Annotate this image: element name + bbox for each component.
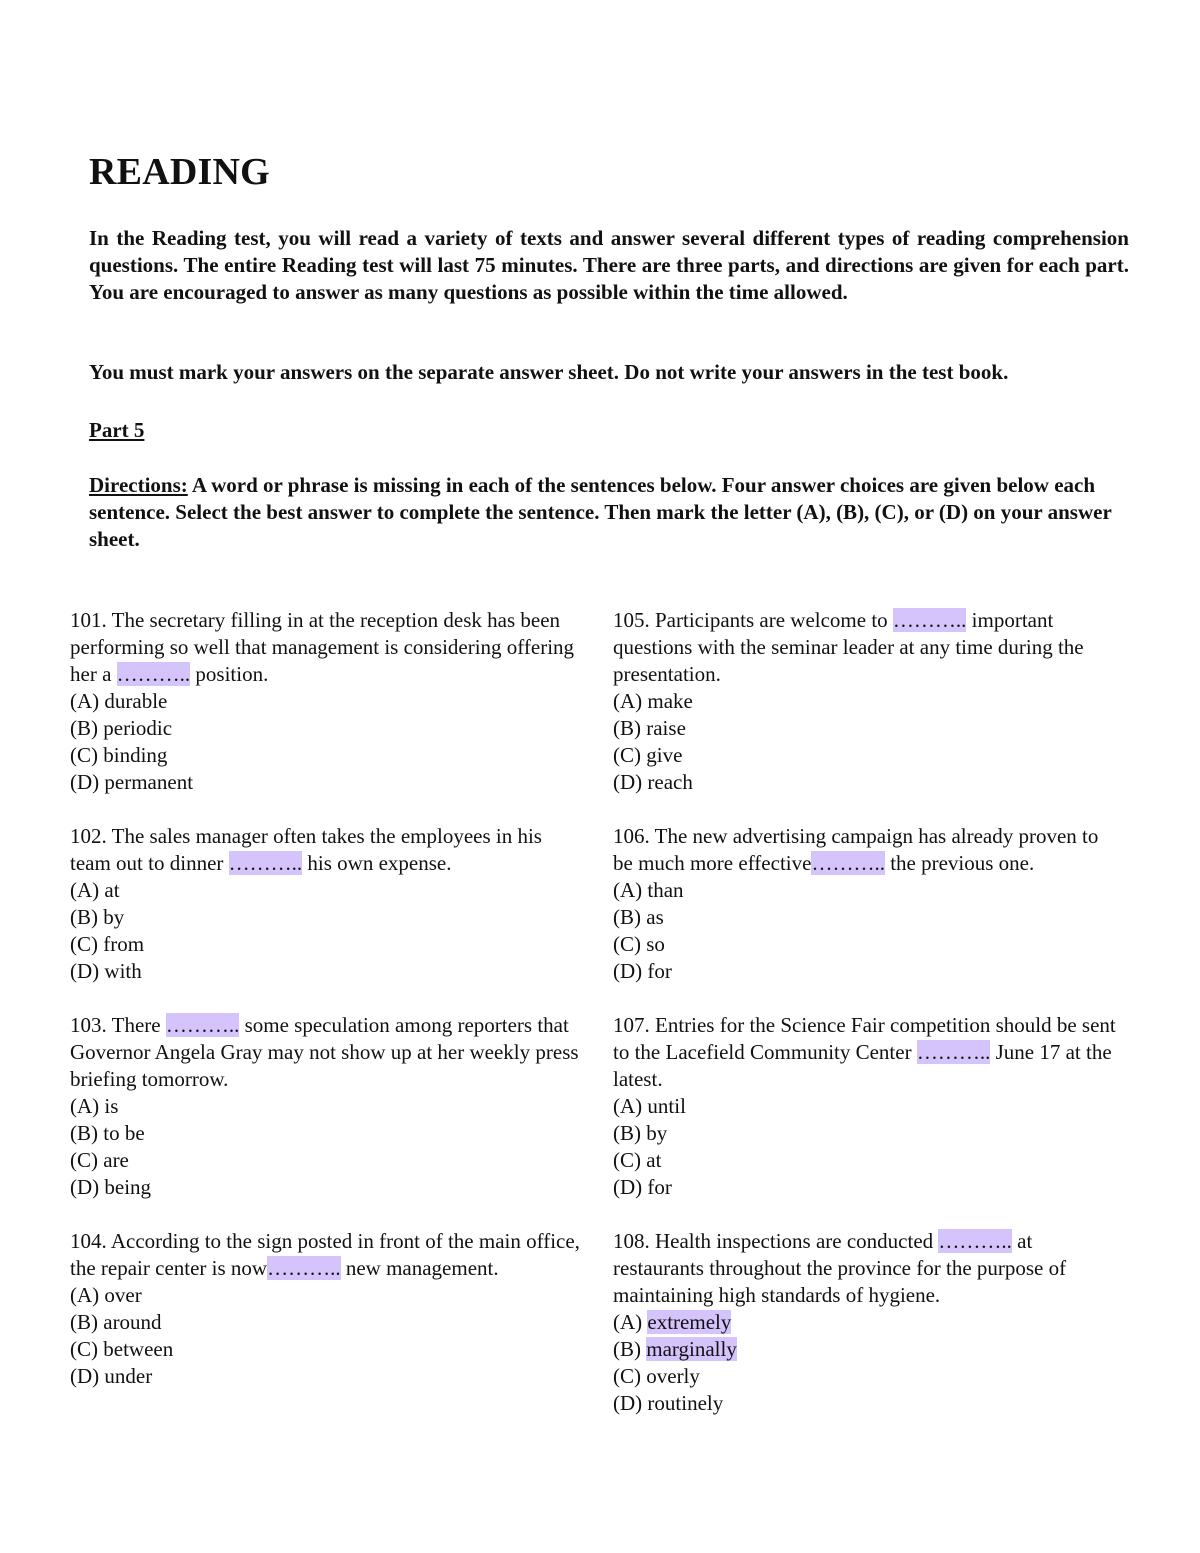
- option-a: (A) until: [613, 1094, 686, 1118]
- question-104: [70, 1228, 580, 1390]
- option-b: [613, 1336, 1123, 1363]
- answer-blank: ………..: [916, 1040, 991, 1064]
- option-a: (A) make: [613, 689, 693, 713]
- question-stem: 105. Participants are welcome to: [613, 608, 893, 632]
- option-d: (D) reach: [613, 770, 693, 794]
- answer-sheet-instruction: You must mark your answers on the separate answer sheet. Do not write your answers in the test book.: [89, 360, 1009, 384]
- question-stem-end: position.: [190, 662, 269, 686]
- question-stem: 103. There: [70, 1013, 166, 1037]
- question-stem-end: important questions with the seminar leader at any time during the presentation.: [613, 608, 1084, 686]
- part-heading: Part 5: [89, 418, 145, 442]
- question-stem: 102. The sales manager often takes the employees in his team out to dinner: [70, 824, 542, 875]
- option-b: (B) periodic: [70, 716, 173, 740]
- question-stem-end: June 17 at the latest.: [613, 1040, 1112, 1091]
- question-stem: 106. The new advertising campaign has already proven to be much more effective: [613, 824, 1099, 875]
- option-b: (B) by: [613, 1121, 668, 1145]
- option-a: (A) over: [70, 1283, 142, 1307]
- highlighted-option-word: extremely: [647, 1310, 732, 1334]
- option-b: (B) by: [70, 905, 125, 929]
- question-stem-end: the previous one.: [884, 851, 1035, 875]
- directions-label: Directions:: [89, 473, 188, 497]
- answer-blank: ………..: [228, 851, 303, 875]
- option-b: (B) as: [613, 905, 664, 929]
- answer-blank: ………..: [938, 1229, 1012, 1253]
- answer-blank: ………..: [116, 662, 191, 686]
- option-a: (A) is: [70, 1094, 119, 1118]
- question-stem-end: his own expense.: [302, 851, 452, 875]
- option-d: (D) under: [70, 1364, 153, 1388]
- option-b: (B) around: [70, 1310, 162, 1334]
- question-106: [613, 823, 1123, 985]
- option-d: (D) being: [70, 1175, 152, 1199]
- directions: [89, 472, 1129, 553]
- option-d: (D) for: [613, 959, 672, 983]
- intro-paragraph: In the Reading test, you will read a variety of texts and answer several different types of reading comprehension questions. The entire Reading test will last 75 minutes. There are three parts, and directions are given for each part. You are encouraged to answer as many questions as possible within the time allowed.: [89, 226, 1129, 304]
- questions-column-left: [70, 607, 580, 1417]
- option-c: (C) give: [613, 743, 683, 767]
- option-b: (B) raise: [613, 716, 686, 740]
- option-d: (D) permanent: [70, 770, 194, 794]
- question-107: [613, 1012, 1123, 1201]
- questions-column-right: [613, 607, 1123, 1444]
- question-108: [613, 1228, 1123, 1417]
- question-stem: 101. The secretary filling in at the reception desk has been performing so well that management is considering offering her a: [70, 608, 575, 686]
- question-102: [70, 823, 580, 985]
- question-stem-end: some speculation among reporters that Governor Angela Gray may not show up at her weekly press briefing tomorrow.: [70, 1013, 579, 1091]
- answer-blank: ………..: [267, 1256, 341, 1280]
- option-c: (C) between: [70, 1337, 174, 1361]
- question-stem-end: at restaurants throughout the province for the purpose of maintaining high standards of hygiene.: [613, 1229, 1067, 1307]
- option-a: (A) at: [70, 878, 120, 902]
- answer-blank: ………..: [811, 851, 885, 875]
- option-c: (C) at: [613, 1148, 662, 1172]
- question-stem-end: new management.: [340, 1256, 499, 1280]
- answer-blank: ………..: [165, 1013, 240, 1037]
- question-stem: 108. Health inspections are conducted: [613, 1229, 939, 1253]
- option-c: (C) so: [613, 932, 665, 956]
- option-d: (D) with: [70, 959, 142, 983]
- question-105: [613, 607, 1123, 796]
- option-c: (C) binding: [70, 743, 168, 767]
- option-b: (B) to be: [70, 1121, 145, 1145]
- answer-blank: ………..: [892, 608, 967, 632]
- option-a: [613, 1309, 1123, 1336]
- option-a: (A) than: [613, 878, 684, 902]
- question-stem: 107. Entries for the Science Fair competition should be sent to the Lacefield Community Center: [613, 1013, 1116, 1064]
- option-a: (A) durable: [70, 689, 168, 713]
- highlighted-option-word: marginally: [646, 1337, 737, 1361]
- option-c: (C) from: [70, 932, 145, 956]
- option-c: (C) are: [70, 1148, 129, 1172]
- page-title: READING: [89, 151, 270, 193]
- option-c: (C) overly: [613, 1364, 700, 1388]
- option-letter: (B): [613, 1337, 647, 1361]
- question-101: [70, 607, 580, 796]
- option-d: (D) for: [613, 1175, 672, 1199]
- question-103: [70, 1012, 580, 1201]
- option-d: (D) routinely: [613, 1391, 724, 1415]
- question-stem: 104. According to the sign posted in front of the main office, the repair center is now: [70, 1229, 580, 1280]
- directions-text: A word or phrase is missing in each of the sentences below. Four answer choices are given below each sentence. Select the best answer to complete the sentence. Then mark the letter (A), (B), (C), or (D) on your answer sheet.: [89, 473, 1112, 551]
- option-letter: (A): [613, 1310, 648, 1334]
